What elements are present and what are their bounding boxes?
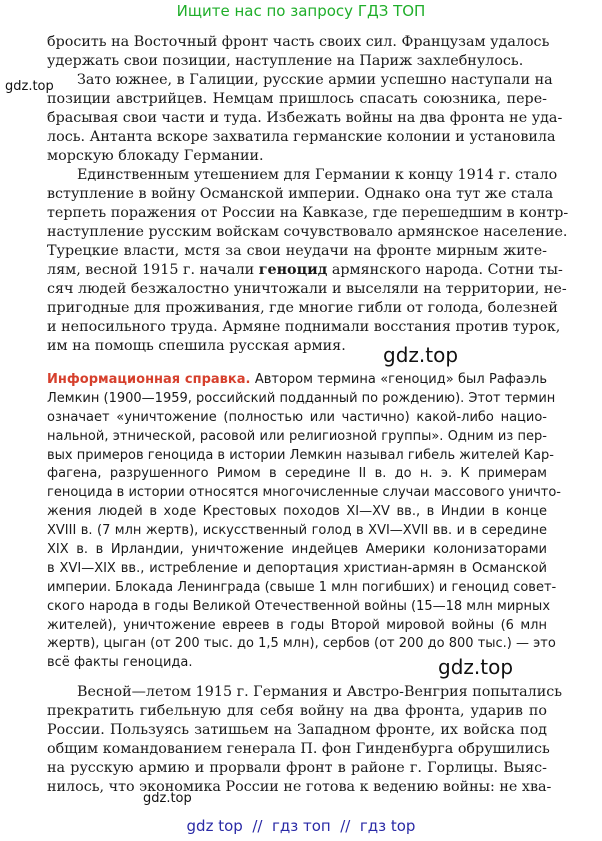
site-footer[interactable]: gdz top // гдз топ // гдз top — [186, 817, 416, 835]
text-line: Единственным утешением для Германии к концу 1914 г. стало — [77, 167, 558, 183]
text-line: XIX в. в Ирландии, уничтожение индейцев Америки колонизаторами — [47, 542, 547, 558]
paragraph-2 — [47, 71, 563, 166]
text-line: вступление в войну Османской империи. Однако она тут же стала — [47, 186, 554, 202]
text-line: ского народа в годы Великой Отечественной войны (15—18 млн мирных — [47, 598, 551, 614]
text-run: лям, весной 1915 г. начали — [47, 262, 259, 278]
text-line: общим командованием генерала П. фон Гинденбурга обрушились — [47, 741, 550, 757]
text-line: в XVI—XIX вв., истребление и депортация христиан-армян в Османской — [47, 560, 547, 576]
text-line-genocide — [47, 261, 563, 280]
text-line: морскую блокаду Германии. — [47, 148, 264, 164]
text-line: Весной—летом 1915 г. Германия и Австро-Венгрия попытались — [77, 684, 563, 700]
text-line: бросить на Восточный фронт часть своих сил. Французам удалось — [47, 34, 550, 50]
paragraph-1 — [47, 33, 550, 71]
watermark-mid-right: gdz.top — [383, 343, 459, 367]
text-line: и непосильного труда. Армяне поднимали восстания против турок, — [47, 319, 561, 335]
text-line: XVIII в. (7 млн жертв), искусственный голод в XVI—XVII вв. и в середине — [47, 523, 547, 539]
text-run: армянского народа. Сотни ты- — [327, 262, 563, 278]
text-line: пригодные для проживания, где многие гибли от голода, болезней — [47, 300, 558, 316]
text-line: жертв), цыган (от 200 тыс. до 1,5 млн), сербов (от 200 до 800 тыс.) — это — [47, 636, 556, 652]
text-line: фагена, разрушенного Римом в середине II в. до н. э. К примерам — [47, 466, 547, 482]
text-line: нилось, что экономика России не готова к ведению войны: не хва- — [47, 779, 552, 795]
term-genocide: геноцид — [258, 262, 328, 278]
text-line: означает «уничтожение (полностью или частично) какой-либо нацио- — [47, 409, 547, 425]
text-line: империи. Блокада Ленинграда (свыше 1 млн погибших) и геноцид совет- — [47, 579, 557, 595]
site-header[interactable]: Ищите нас по запросу ГДЗ ТОП — [176, 2, 426, 20]
text-line: жителей), уничтожение евреев в годы Второй мировой войны (6 млн — [47, 617, 547, 633]
text-line — [47, 371, 547, 390]
text-line: наступление русским войскам сочувствовало армянское население. — [47, 224, 568, 240]
text-line: на русскую армию и прорвали фронт в районе г. Горлицы. Выяс- — [47, 760, 547, 776]
text-line: всё факты геноцида. — [47, 655, 193, 671]
text-line: Турецкие власти, мстя за свои неудачи на фронте мирным жите- — [47, 243, 547, 259]
watermark-bottom-left: gdz.top — [143, 791, 192, 806]
text-line: нальной, этнической, расовой или религиозной группы». Одним из пер- — [47, 428, 547, 444]
text-line: Лемкин (1900—1959, российский подданный по рождению). Этот термин — [47, 390, 556, 406]
text-line: вых примеров геноцида в истории Лемкин называл гибель жителей Кар- — [47, 447, 554, 463]
info-label: Информационная справка. — [47, 372, 251, 387]
text-line: жения людей в ходе Крестовых походов XI—XV вв., в Индии в конце — [47, 504, 547, 520]
watermark-lower-right: gdz.top — [438, 655, 514, 679]
text-line: позиции австрийцев. Немцам пришлось спасать союзника, пере- — [47, 91, 547, 107]
text-run: Автором термина «геноцид» был Рафаэль — [250, 372, 547, 387]
info-reference — [47, 371, 561, 673]
text-line: сяч людей безжалостно уничтожали и выселяли на территории, не- — [47, 281, 567, 297]
text-line: им на помощь спешила русская армия. — [47, 338, 346, 354]
paragraph-4 — [47, 683, 563, 797]
text-line: терпеть поражения от России на Кавказе, где перешедшим в контр- — [47, 205, 569, 221]
text-line: геноцида в истории относятся многочисленные случаи массового уничто- — [47, 485, 561, 501]
text-line: лось. Антанта вскоре захватила германские колонии и установила — [47, 129, 556, 145]
text-line: Зато южнее, в Галиции, русские армии успешно наступали на — [77, 72, 553, 88]
watermark-left-top: gdz.top — [5, 79, 54, 94]
text-line: удержать свои позиции, наступление на Париж захлебнулось. — [47, 53, 524, 69]
text-line: брасывая свои части и туда. Избежать войны на два фронта не уда- — [47, 110, 563, 126]
text-line: России. Пользуясь затишьем на Западном фронте, их войска под — [47, 722, 547, 738]
text-line: прекратить гибельную для себя войну на два фронта, ударив по — [47, 703, 547, 719]
paragraph-3 — [47, 166, 569, 356]
